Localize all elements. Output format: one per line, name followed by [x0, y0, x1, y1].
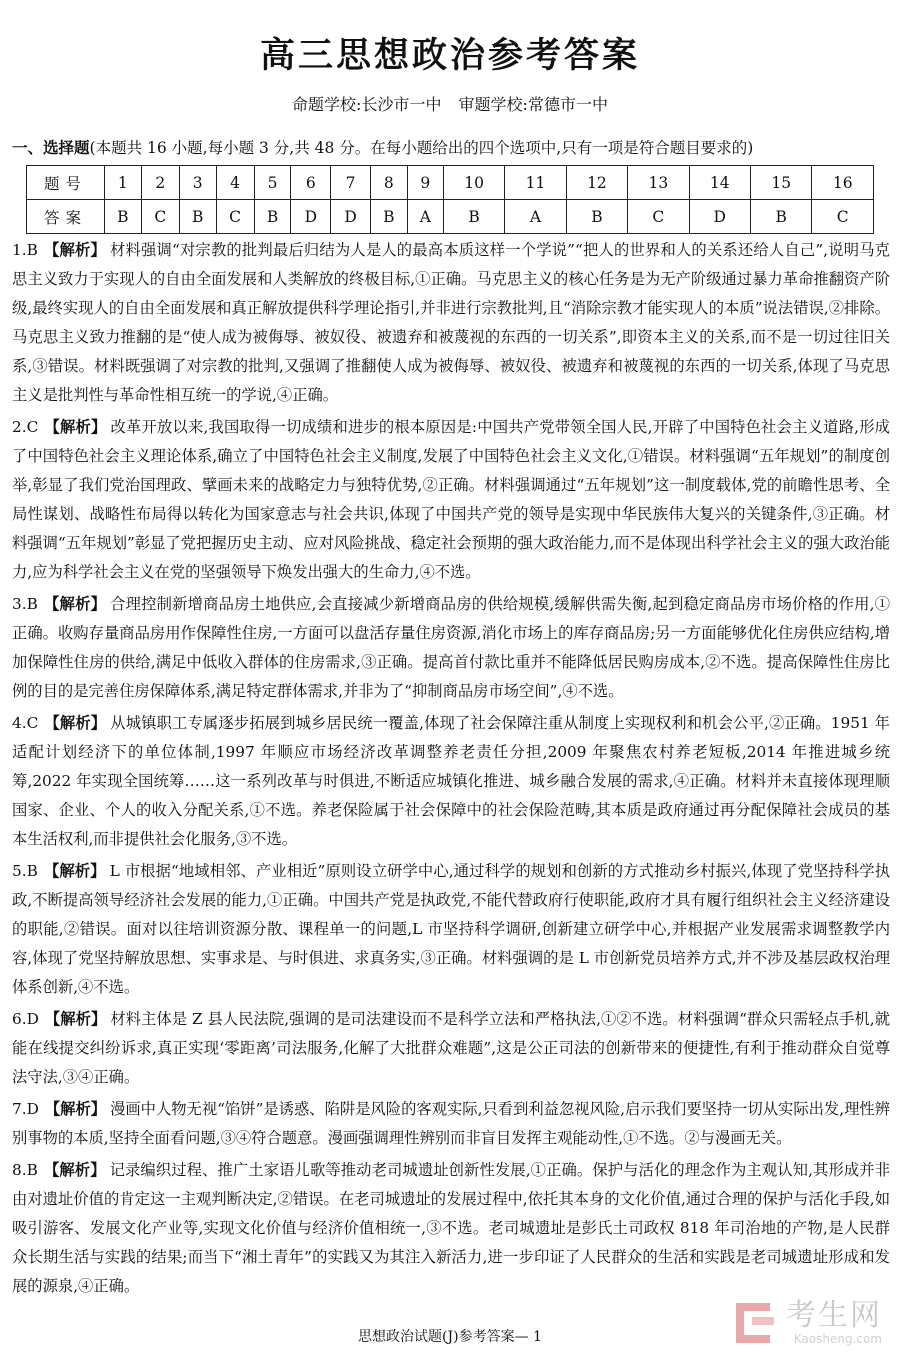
analysis-tag: 【解析】	[44, 714, 107, 732]
analysis-tag: 【解析】	[44, 1010, 107, 1028]
question-number-cell: 15	[750, 166, 811, 200]
explanation-item	[12, 1005, 890, 1092]
item-text: 材料主体是 Z 县人民法院,强调的是司法建设而不是科学立法和严格执法,①②不选。材料强调“群众只需轻点手机,就能在线提交纠纷诉求,真正实现‘零距离’司法服务,化解了大批群众难题”,这是公正司法的创新带来的便捷性,有利于推动群众自觉尊法守法,③④正确。	[12, 1010, 890, 1086]
reviewer-school: 审题学校:常德市一中	[458, 95, 608, 114]
explanation-item	[12, 857, 890, 1002]
item-number: 6.D	[12, 1010, 39, 1028]
question-number-cell: 16	[812, 166, 874, 200]
setter-school: 命题学校:长沙市一中	[292, 95, 442, 114]
analysis-tag: 【解析】	[43, 241, 106, 259]
row-label-answers: 答案	[27, 200, 105, 234]
explanation-item	[12, 236, 890, 410]
item-text: 材料强调“对宗教的批判最后归结为人是人的最高本质这样一个学说”“把人的世界和人的关系还给人自己”,说明马克思主义致力于实现人的自由全面发展和人类解放的终极目标,①正确。马克思主义的核心任务是为无产阶级通过暴力革命推翻资产阶级,最终实现人的自由全面发展和真正解放提供科学理论指引,并非进行宗教批判,且“消除宗教才能实现人的本质”说法错误,②排除。马克思主义致力推翻的是“使人成为被侮辱、被奴役、被遗弃和被蔑视的东西的一切关系”,即资本主义的关系,而不是一切过往旧关系,③错误。材料既强调了对宗教的批判,又强调了推翻使人成为被侮辱、被奴役、被遗弃和被蔑视的东西的一切关系,体现了马克思主义是批判性与革命性相互统一的学说,④正确。	[12, 241, 890, 404]
question-number-cell: 10	[443, 166, 504, 200]
page-title: 高三思想政治参考答案	[259, 36, 640, 76]
section-heading	[12, 136, 892, 158]
question-number-cell: 13	[628, 166, 689, 200]
section-note: (本题共 16 小题,每小题 3 分,共 48 分。在每小题给出的四个选项中,只有一项是符合题目要求的)	[89, 139, 754, 157]
question-number-cell: 14	[689, 166, 750, 200]
question-number-cell: 11	[505, 166, 566, 200]
explanation-item	[12, 709, 890, 854]
explanation-item	[12, 590, 890, 706]
item-number: 5.B	[12, 862, 38, 880]
answer-cell: B	[566, 200, 627, 234]
answer-cell: C	[812, 200, 874, 234]
explanation-item	[12, 1156, 890, 1301]
answer-cell: D	[291, 200, 331, 234]
answer-cell: C	[628, 200, 689, 234]
item-number: 1.B	[12, 241, 38, 259]
answer-cell: B	[371, 200, 408, 234]
watermark-url: Kaosheng.com	[793, 1332, 882, 1346]
page-footer: 思想政治试题(J)参考答案— 1	[358, 1329, 542, 1345]
item-text: 从城镇职工专属逐步拓展到城乡居民统一覆盖,体现了社会保障注重从制度上实现权利和机会公平,②正确。1951 年适配计划经济下的单位体制,1997 年顺应市场经济改革调整养老责任分担,2009 年聚焦农村养老短板,2014 年推进城乡统筹,2022 年实现全国统筹……这一系列改革与时俱进,不断适应城镇化推进、城乡融合发展的需求,④正确。材料并未直接体现理顺国家、企业、个人的收入分配关系,①不选。养老保险属于社会保障中的社会保险范畴,其本质是政府通过再分配保障社会成员的基本生活权利,而非提供社会化服务,③不选。	[12, 714, 890, 848]
analysis-tag: 【解析】	[44, 1100, 107, 1118]
answer-cell: D	[689, 200, 750, 234]
analysis-tag: 【解析】	[44, 418, 107, 436]
question-number-cell: 6	[291, 166, 331, 200]
item-number: 3.B	[12, 595, 38, 613]
item-text: 漫画中人物无视“馅饼”是诱惑、陷阱是风险的客观实际,只看到利益忽视风险,启示我们要坚持一切从实际出发,理性辨别事物的本质,坚持全面看问题,③④符合题意。漫画强调理性辨别而非盲目发挥主观能动性,①不选。②与漫画无关。	[12, 1100, 890, 1147]
answer-table	[26, 165, 874, 234]
question-number-cell: 8	[371, 166, 408, 200]
question-number-cell: 12	[566, 166, 627, 200]
answer-cell: A	[407, 200, 443, 234]
watermark-name: 考生网	[786, 1298, 882, 1333]
question-number-cell: 5	[254, 166, 291, 200]
analysis-tag: 【解析】	[43, 862, 106, 880]
answer-cell: B	[254, 200, 291, 234]
item-text: 合理控制新增商品房土地供应,会直接减少新增商品房的供给规模,缓解供需失衡,起到稳定商品房市场价格的作用,①正确。收购存量商品房用作保障性住房,一方面可以盘活存量住房资源,消化市场上的库存商品房;另一方面能够优化住房供应结构,增加保障性住房的供给,满足中低收入群体的住房需求,③正确。提高首付款比重并不能降低居民购房成本,②不选。提高保障性住房比例的目的是完善住房保障体系,满足特定群体需求,并非为了“抑制商品房市场空间”,④不选。	[12, 595, 890, 700]
answer-table-row-answers	[27, 200, 874, 234]
answer-table-row-numbers	[27, 166, 874, 200]
answer-cell: C	[216, 200, 254, 234]
answer-cell: B	[179, 200, 216, 234]
analysis-tag: 【解析】	[43, 1161, 106, 1179]
item-number: 4.C	[12, 714, 39, 732]
explanation-item	[12, 1095, 890, 1153]
question-number-cell: 3	[179, 166, 216, 200]
item-text: 记录编织过程、推广土家语儿歌等推动老司城遗址创新性发展,①正确。保护与活化的理念作为主观认知,其形成并非由对遗址价值的肯定这一主观判断决定,②错误。在老司城遗址的发展过程中,依托其本身的文化价值,通过合理的保护与活化手段,如吸引游客、发展文化产业等,实现文化价值与经济价值相统一,③不选。老司城遗址是彭氏土司政权 818 年司治地的产物,是人民群众长期生活与实践的结果;而当下“湘土青年”的实践又为其注入新活力,进一步印证了人民群众的生活和实践是老司城遗址形成和发展的源泉,④正确。	[12, 1161, 891, 1295]
analysis-tag: 【解析】	[43, 595, 107, 613]
item-text: 改革开放以来,我国取得一切成绩和进步的根本原因是:中国共产党带领全国人民,开辟了中国特色社会主义道路,形成了中国特色社会主义理论体系,确立了中国特色社会主义制度,发展了中国特色社会主义文化,①错误。材料强调“五年规划”的制度创举,彰显了我们党治国理政、擘画未来的战略定力与独特优势,②正确。材料强调通过“五年规划”这一制度载体,党的前瞻性思考、全局性谋划、战略性布局得以转化为国家意志与社会共识,体现了中国共产党的领导是实现中华民族伟大复兴的关键条件,③正确。材料强调“五年规划”彰显了党把握历史主动、应对风险挑战、稳定社会预期的强大政治能力,而不是体现出科学社会主义的强大政治能力,应为科学社会主义在党的坚强领导下焕发出强大的生命力,④不选。	[12, 418, 890, 581]
answer-cell: B	[443, 200, 504, 234]
answer-cell: D	[331, 200, 371, 234]
answer-cell: A	[505, 200, 566, 234]
row-label-numbers: 题号	[27, 166, 105, 200]
question-number-cell: 2	[141, 166, 179, 200]
explanation-item	[12, 413, 890, 587]
question-number-cell: 7	[331, 166, 371, 200]
school-info	[0, 92, 900, 115]
question-number-cell: 4	[216, 166, 254, 200]
item-text: L 市根据“地域相邻、产业相近”原则设立研学中心,通过科学的规划和创新的方式推动乡村振兴,体现了党坚持科学执政,不断提高领导经济社会发展的能力,①正确。中国共产党是执政党,不能代替政府行使职能,政府才具有履行组织社会主义经济建设的职能,②错误。面对以往培训资源分散、课程单一的问题,L 市坚持科学调研,创新建立研学中心,并根据产业发展需求调整教学内容,体现了党坚持解放思想、实事求是、与时俱进、求真务实,③正确。材料强调的是 L 市创新党员培养方式,并不涉及基层政权治理体系创新,④不选。	[12, 862, 890, 996]
item-number: 2.C	[12, 418, 39, 436]
item-number: 7.D	[12, 1100, 39, 1118]
answer-cell: B	[105, 200, 142, 234]
item-number: 8.B	[12, 1161, 38, 1179]
answer-cell: B	[750, 200, 811, 234]
question-number-cell: 9	[407, 166, 443, 200]
answer-cell: C	[141, 200, 179, 234]
explanation-list	[12, 236, 890, 1304]
section-title: 一、选择题	[12, 139, 90, 157]
question-number-cell: 1	[105, 166, 142, 200]
